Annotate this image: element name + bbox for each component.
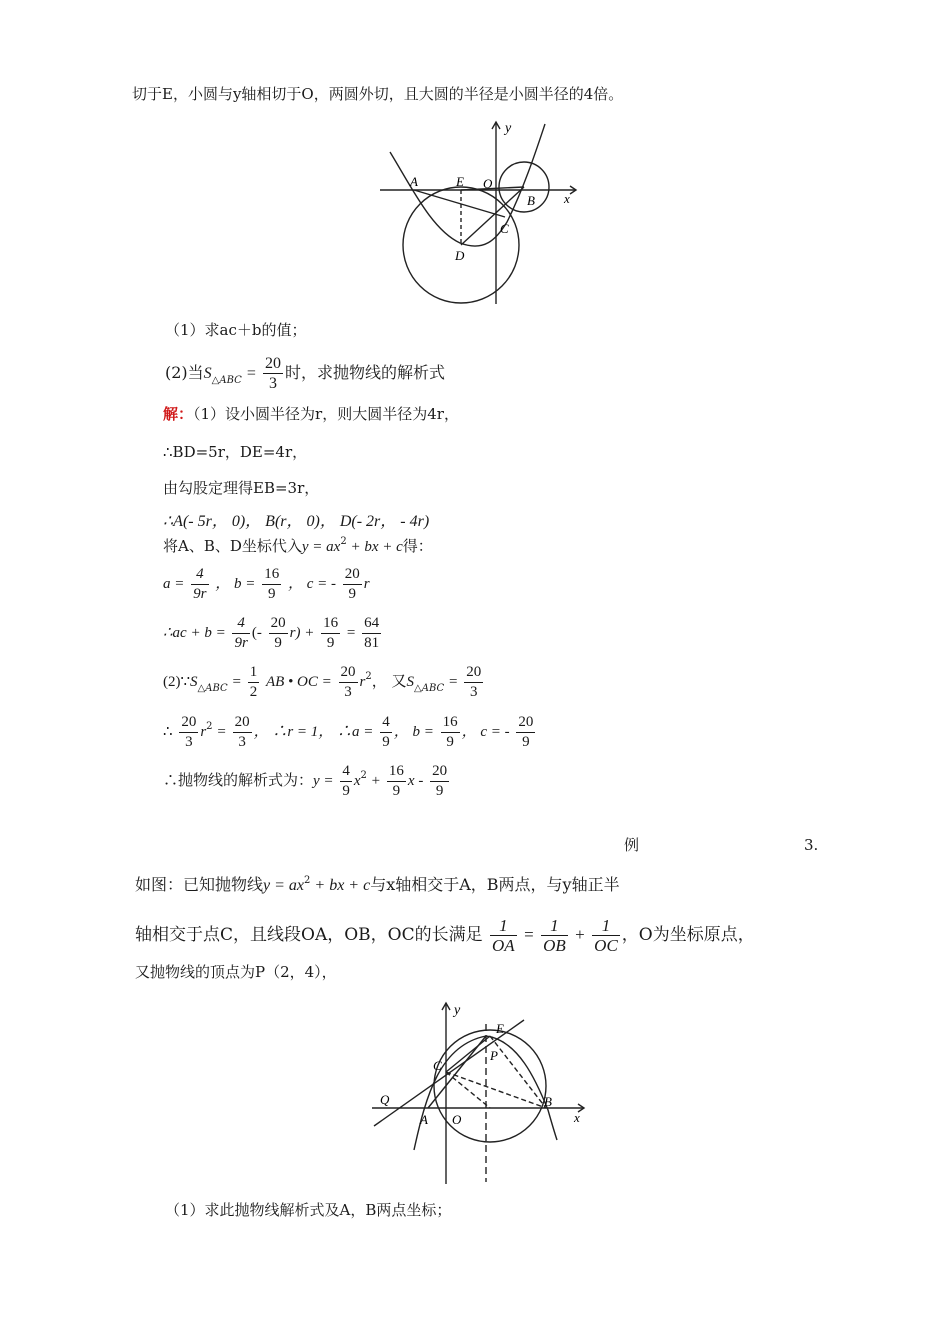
solution-line-2: ∴BD=5r，DE=4r， xyxy=(163,443,308,461)
figure-2-diagram xyxy=(368,1000,590,1186)
p2-f2-den: OB xyxy=(543,936,566,955)
sol-l5-sup: 2 xyxy=(340,536,347,547)
question-3: （1）求此抛物线解析式及A，B两点坐标； xyxy=(165,1201,452,1219)
l7-mid2: r) + xyxy=(289,625,315,641)
l9-r: r xyxy=(200,724,207,740)
solution-label: 解： xyxy=(163,405,194,423)
l7-f2-num: 20 xyxy=(269,614,288,634)
q2-den: 3 xyxy=(269,375,277,392)
l7-f4-den: 81 xyxy=(364,634,380,651)
l10-x2: x xyxy=(353,773,361,789)
sol-l1: （1）设小圆半径为r，则大圆半径为4r， xyxy=(193,405,459,423)
q2-s-sub: △ABC xyxy=(211,375,242,386)
problem-line-2 xyxy=(135,914,755,956)
l8-s: S xyxy=(190,674,198,690)
fig1-label-D: D xyxy=(455,248,465,263)
l7-f4-num: 64 xyxy=(362,614,381,634)
l7-eq: = xyxy=(346,625,356,641)
l6-a-num: 4 xyxy=(191,565,208,585)
fig2-circle xyxy=(434,1030,546,1142)
l9-frac-1 xyxy=(179,713,198,752)
solution-line-10 xyxy=(163,759,451,804)
l7-f2-den: 9 xyxy=(274,634,282,651)
p2-frac-3 xyxy=(592,916,620,955)
l10-f3-num: 20 xyxy=(430,762,449,782)
fig2-label-O: O xyxy=(452,1112,462,1127)
solution-line-8 xyxy=(163,660,485,705)
l7-frac-1 xyxy=(232,614,249,653)
l7-pre: ∴ac + b = xyxy=(163,625,226,641)
l6-c-post: r xyxy=(363,576,370,592)
l6-frac-a xyxy=(191,565,208,604)
l8-frac-half xyxy=(248,663,260,702)
l6-b: ， b = xyxy=(215,576,256,592)
fig2-label-A: A xyxy=(420,1112,428,1127)
example-3-label: 例 xyxy=(624,836,640,854)
question-1: （1）求ac＋b的值； xyxy=(165,321,307,339)
l9-frac-2 xyxy=(233,713,252,752)
l10-pre: ∴抛物线的解析式为： xyxy=(163,771,314,789)
solution-line-1 xyxy=(163,404,459,424)
l9-r-sup: 2 xyxy=(206,721,213,732)
p2-f3-num: 1 xyxy=(592,916,620,936)
l6-a: a = xyxy=(163,576,185,592)
fig1-label-x: x xyxy=(564,191,570,206)
l9-a-num: 4 xyxy=(380,713,392,733)
l8-frac-2 xyxy=(464,663,483,702)
l10-plus: + xyxy=(371,773,381,789)
l8-eq: = xyxy=(232,674,241,690)
l8-eq2: = xyxy=(448,674,458,690)
l9-eq: = xyxy=(217,724,226,740)
example-3-number: 3. xyxy=(804,836,819,854)
l7-frac-2 xyxy=(269,614,288,653)
l10-frac-1 xyxy=(340,762,352,801)
p2-f1-den: OA xyxy=(492,936,515,955)
l9-b-num: 16 xyxy=(441,713,460,733)
q2-suffix: 时，求抛物线的解析式 xyxy=(285,363,446,382)
solution-line-9 xyxy=(163,710,537,755)
p2-f1-num: 1 xyxy=(490,916,517,936)
question-2 xyxy=(165,354,445,393)
p2-eq: = xyxy=(524,925,534,944)
solution-line-7 xyxy=(163,611,383,654)
l7-mid1: (- xyxy=(251,625,262,641)
l8-frac-1 xyxy=(339,663,358,702)
l7-f1-den: 9r xyxy=(234,634,248,651)
sol-l5-eq: y = ax xyxy=(301,539,341,555)
l10-frac-3 xyxy=(430,762,449,801)
l9-frac-b xyxy=(441,713,460,752)
l7-f3-den: 9 xyxy=(326,634,335,651)
l8-h-den: 2 xyxy=(249,683,258,700)
l9-c: ， c = - xyxy=(461,724,510,740)
q2-prefix: (2)当 xyxy=(165,363,204,382)
l9-b-den: 9 xyxy=(446,733,454,750)
fig2-label-x: x xyxy=(574,1110,580,1125)
l8-g-num: 20 xyxy=(464,663,483,683)
l9-a-den: 9 xyxy=(382,733,390,750)
l9-c-den: 9 xyxy=(522,733,530,750)
fig1-label-B: B xyxy=(527,193,535,208)
l9-f1-num: 20 xyxy=(179,713,198,733)
solution-line-3: 由勾股定理得EB=3r， xyxy=(163,479,320,497)
fig1-label-A: A xyxy=(410,174,418,189)
p1-eq: y = ax xyxy=(263,877,305,894)
solution-line-5 xyxy=(163,536,433,559)
l8-h-num: 1 xyxy=(248,663,260,683)
l10-frac-2 xyxy=(387,762,406,801)
q2-num: 20 xyxy=(265,355,281,372)
l6-frac-c xyxy=(343,565,362,604)
fig2-line-CB xyxy=(446,1072,546,1108)
p1-mid: 与x轴相交于A，B两点，与y轴正半 xyxy=(370,875,620,894)
l6-c-num: 20 xyxy=(343,565,362,585)
l10-f1-num: 4 xyxy=(340,762,352,782)
p2-pre: 轴相交于点C，且线段OA，OB，OC的长满足 xyxy=(135,925,483,945)
q2-eq: = xyxy=(246,365,256,382)
p2-f3-den: OC xyxy=(594,936,618,955)
l6-c: ， c = - xyxy=(287,576,336,592)
solution-line-4: ∴A(- 5r， 0)， B(r， 0)， D(- 2r， - 4r) xyxy=(163,513,430,530)
l10-x: x - xyxy=(407,773,424,789)
l10-y: y = xyxy=(313,773,334,789)
l9-f1-den: 3 xyxy=(185,733,193,750)
l8-f-den: 3 xyxy=(344,683,352,700)
sol-l5-rest: + bx + c xyxy=(346,539,403,555)
l9-f2-num: 20 xyxy=(233,713,252,733)
sol-l5-post: 得： xyxy=(402,537,433,555)
l7-f1-num: 4 xyxy=(232,614,249,634)
l8-mid: AB • OC = xyxy=(265,674,332,690)
l9-r1: ， ∴r = 1， ∴a = xyxy=(253,724,374,740)
fig1-label-E: E xyxy=(456,174,464,189)
p1-rest: + bx + c xyxy=(310,877,371,894)
p1-sup: 2 xyxy=(304,875,311,886)
p2-plus: + xyxy=(575,925,585,944)
l10-f2-den: 9 xyxy=(392,782,401,799)
fig1-label-O: O xyxy=(483,176,493,191)
l10-f1-den: 9 xyxy=(342,782,350,799)
sol-l5-pre: 将A、B、D坐标代入 xyxy=(163,537,302,555)
l7-frac-3 xyxy=(321,614,340,653)
fig1-label-C: C xyxy=(500,221,509,236)
l9-f2-den: 3 xyxy=(238,733,246,750)
problem-line-3: 又抛物线的顶点为P（2，4）， xyxy=(135,963,337,981)
l8-g-den: 3 xyxy=(469,683,478,700)
fig2-label-y: y xyxy=(454,1003,461,1018)
p2-frac-2 xyxy=(541,916,568,955)
l6-a-den: 9r xyxy=(193,585,207,602)
p2-frac-1 xyxy=(490,916,517,955)
fig2-label-C: C xyxy=(433,1058,442,1073)
l10-f3-den: 9 xyxy=(435,782,444,799)
fig2-label-B: B xyxy=(544,1094,552,1109)
fig2-label-E: E xyxy=(496,1021,504,1036)
l8-r-sup: 2 xyxy=(365,671,372,682)
p2-post: ，O为坐标原点， xyxy=(621,925,755,945)
l6-frac-b xyxy=(262,565,281,604)
l8-s2: S xyxy=(406,674,415,690)
l10-x2-sup: 2 xyxy=(360,770,367,781)
l6-c-den: 9 xyxy=(348,585,357,602)
l8-again: ， 又 xyxy=(371,672,407,690)
l6-b-den: 9 xyxy=(267,585,276,602)
l8-f-num: 20 xyxy=(339,663,358,683)
l9-c-num: 20 xyxy=(516,713,535,733)
p1-pre: 如图：已知抛物线 xyxy=(135,875,264,894)
l7-frac-4 xyxy=(362,614,381,653)
figure-1-diagram xyxy=(372,118,584,308)
fig1-label-y: y xyxy=(505,121,512,136)
q2-s: S xyxy=(203,365,212,382)
q2-fraction xyxy=(263,354,283,393)
p2-f2-num: 1 xyxy=(541,916,568,936)
l8-s-sub: △ABC xyxy=(197,683,228,694)
intro-line: 切于E，小圆与y轴相切于O，两圆外切，且大圆的半径是小圆半径的4倍。 xyxy=(132,85,624,103)
l8-pre: (2)∵ xyxy=(163,674,191,690)
l9-frac-c xyxy=(516,713,535,752)
l8-r: r xyxy=(359,674,366,690)
solution-line-6 xyxy=(163,562,370,605)
l9-b: ， b = xyxy=(393,724,434,740)
l6-b-num: 16 xyxy=(262,565,281,585)
fig2-label-Q: Q xyxy=(380,1092,390,1107)
l9-frac-a xyxy=(380,713,392,752)
problem-line-1 xyxy=(135,875,620,898)
l10-f2-num: 16 xyxy=(387,762,406,782)
l8-s2-sub: △ABC xyxy=(414,683,445,694)
l7-f3-num: 16 xyxy=(321,614,340,634)
l9-pre: ∴ xyxy=(163,722,173,740)
fig2-label-P: P xyxy=(490,1048,498,1063)
